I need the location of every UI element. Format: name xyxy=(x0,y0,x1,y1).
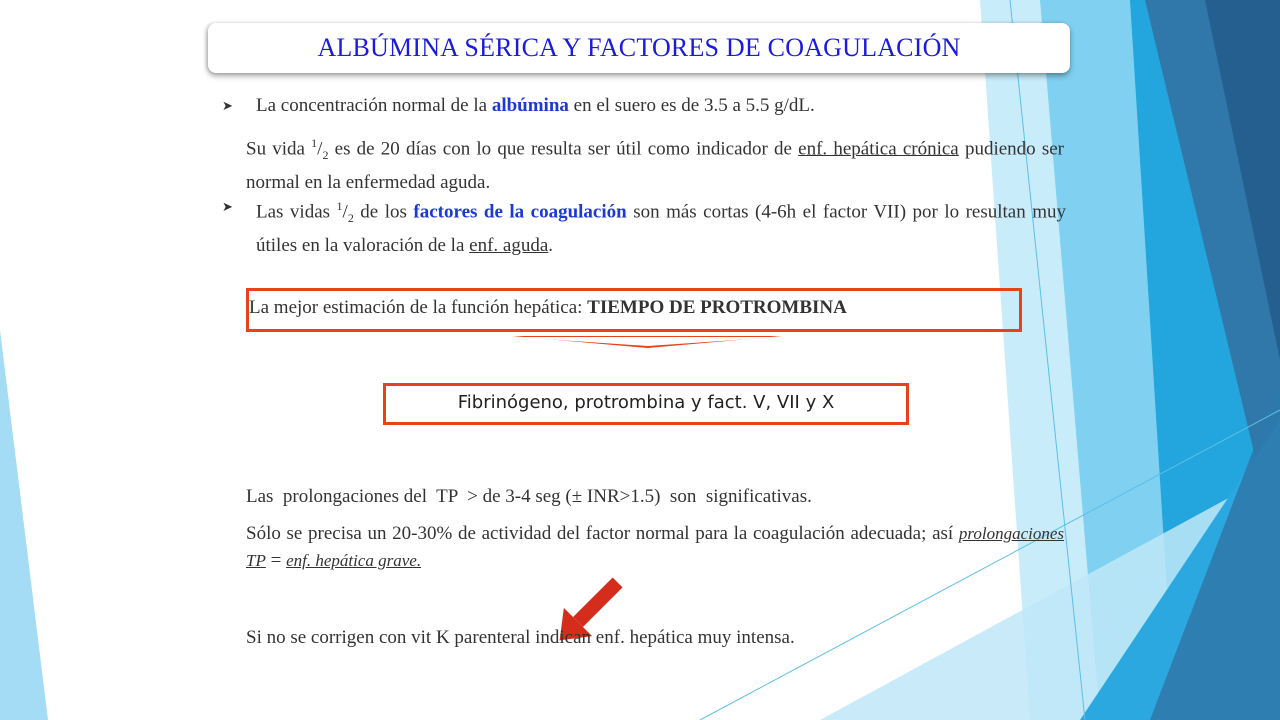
prothrombin-time-text xyxy=(249,297,847,319)
bullet1-text-pre: La concentración normal de la xyxy=(256,95,492,116)
fraction-denominator: 2 xyxy=(322,148,329,163)
fibrinogen-factors-text: Fibrinógeno, protrombina y fact. V, VII y X xyxy=(457,392,835,413)
para1-text-c: pudiendo ser normal en la enfermedad aguda. xyxy=(246,138,1064,194)
bullet2-text-b: de los xyxy=(353,201,414,223)
fibrinogen-factors-box xyxy=(383,383,909,425)
severe-disease-italic: enf. hepática grave. xyxy=(286,551,422,570)
bullet1-text-post: en el suero es de 3.5 a 5.5 g/dL. xyxy=(568,95,815,116)
tp-prolongation-paragraph: Las prolongaciones del TP > de 3-4 seg (± INR>1.5) son significativas. xyxy=(246,486,812,507)
bullet2-text-a: Las vidas xyxy=(256,201,337,223)
tp-emphasis: TIEMPO DE PROTROMBINA xyxy=(587,297,847,318)
bullet-arrow-icon: ➤ xyxy=(222,199,233,214)
prothrombin-time-box xyxy=(246,288,1022,332)
activity-paragraph xyxy=(246,520,1064,574)
tp-prolongations-italic: prolongaciones TP xyxy=(246,524,1064,570)
albumina-emphasis: albúmina xyxy=(491,95,569,116)
slide-title: ALBÚMINA SÉRICA Y FACTORES DE COAGULACIÓN xyxy=(317,33,961,62)
title-banner xyxy=(208,23,1070,73)
bullet2-text-d: . xyxy=(548,235,554,257)
para1-text-a: Su vida xyxy=(246,138,312,160)
half-life-paragraph xyxy=(246,130,1064,196)
fraction-numerator: 1 xyxy=(336,199,343,213)
bullet-albumina xyxy=(256,92,1066,119)
tp-text-pre: La mejor estimación de la función hepática: xyxy=(249,297,588,318)
down-arrow-outline xyxy=(514,337,780,346)
fraction-separator: / xyxy=(317,138,323,160)
acute-disease-link: enf. aguda xyxy=(469,235,549,257)
para1-text-b: es de 20 días con lo que resulta ser útil como indicador de xyxy=(328,138,799,160)
chronic-disease-link: enf. hepática crónica xyxy=(798,138,959,160)
para3-text-a: Sólo se precisa un 20-30% de actividad del factor normal para la coagulación adecuada; así xyxy=(246,523,959,544)
equals-sign: = xyxy=(265,550,287,571)
fraction-numerator: 1 xyxy=(311,136,318,150)
left-accent-shape xyxy=(0,330,48,720)
vitamin-k-paragraph: Si no se corrigen con vit K parenteral indican enf. hepática muy intensa. xyxy=(246,627,795,648)
fraction-separator: / xyxy=(342,201,348,223)
coagulation-emphasis: factores de la coagulación xyxy=(413,201,627,223)
bullet-coagulation-factors xyxy=(256,193,1066,259)
fraction-denominator: 2 xyxy=(347,211,354,226)
bullet-arrow-icon: ➤ xyxy=(222,98,233,113)
bullet2-text-c: son más cortas (4-6h el factor VII) por lo resultan muy útiles en la valoración de la xyxy=(256,201,1067,257)
